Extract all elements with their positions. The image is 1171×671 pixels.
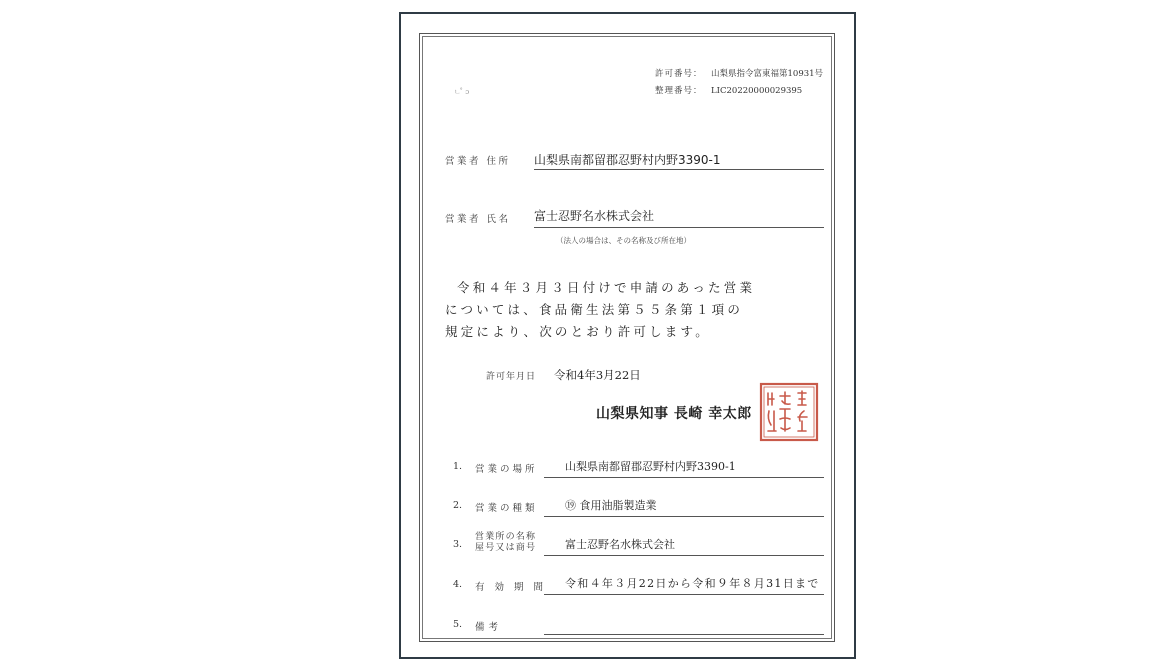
- permit-number: 許可番号： 山梨県指令富東福第10931号: [655, 69, 824, 79]
- underline: [534, 227, 824, 228]
- reference-number: 整理番号： LIC20220000029395: [655, 86, 803, 96]
- underline: [544, 516, 824, 517]
- item-value-validity-period: 令和４年３月22日から令和９年８月31日まで: [565, 577, 820, 590]
- permit-date-label: 許可年月日: [486, 372, 537, 382]
- permit-document: [399, 12, 856, 659]
- item-number: 4.: [453, 579, 463, 590]
- item-value-business-location: 山梨県南都留郡忍野村内野3390-1: [565, 460, 736, 473]
- underline: [544, 555, 824, 556]
- issuer-title: 山梨県知事 長崎 幸太郎: [596, 406, 752, 422]
- operator-address-label: 営業者 住所: [445, 156, 511, 167]
- permit-date-value: 令和4年3月22日: [554, 368, 641, 382]
- item-value-business-type: ⑲ 食用油脂製造業: [565, 499, 657, 512]
- corner-mark: ㄴ ̊ ɔ: [454, 88, 470, 96]
- item-label-validity-period: 有効期間: [475, 582, 554, 593]
- item-label-business-type: 営業の種類: [475, 503, 538, 514]
- official-seal-icon: [758, 381, 820, 443]
- underline: [544, 594, 824, 595]
- item-number: 5.: [453, 619, 463, 630]
- item-label-business-location: 営業の場所: [475, 464, 538, 475]
- operator-name-note: （法人の場合は、その名称及び所在地）: [556, 236, 691, 245]
- item-number: 2.: [453, 500, 463, 511]
- operator-name-value: 富士忍野名水株式会社: [534, 209, 655, 223]
- underline: [544, 477, 824, 478]
- operator-address-value: 山梨県南都留郡忍野村内野3390-1: [534, 153, 721, 167]
- permit-statement: 令和４年３月３日付けで申請のあった営業 については、食品衛生法第５５条第１項の 規定により、次のとおり許可します。: [445, 280, 756, 339]
- item-value-business-name: 富士忍野名水株式会社: [565, 538, 675, 551]
- item-label-remarks: 備考: [475, 622, 503, 633]
- operator-name-label: 営業者 氏名: [445, 214, 511, 225]
- underline: [544, 634, 824, 635]
- item-label-business-name: 営業所の名称 屋号又は商号: [475, 532, 537, 553]
- document-border: [419, 33, 835, 642]
- item-number: 1.: [453, 461, 463, 472]
- underline: [534, 169, 824, 170]
- item-number: 3.: [453, 539, 463, 550]
